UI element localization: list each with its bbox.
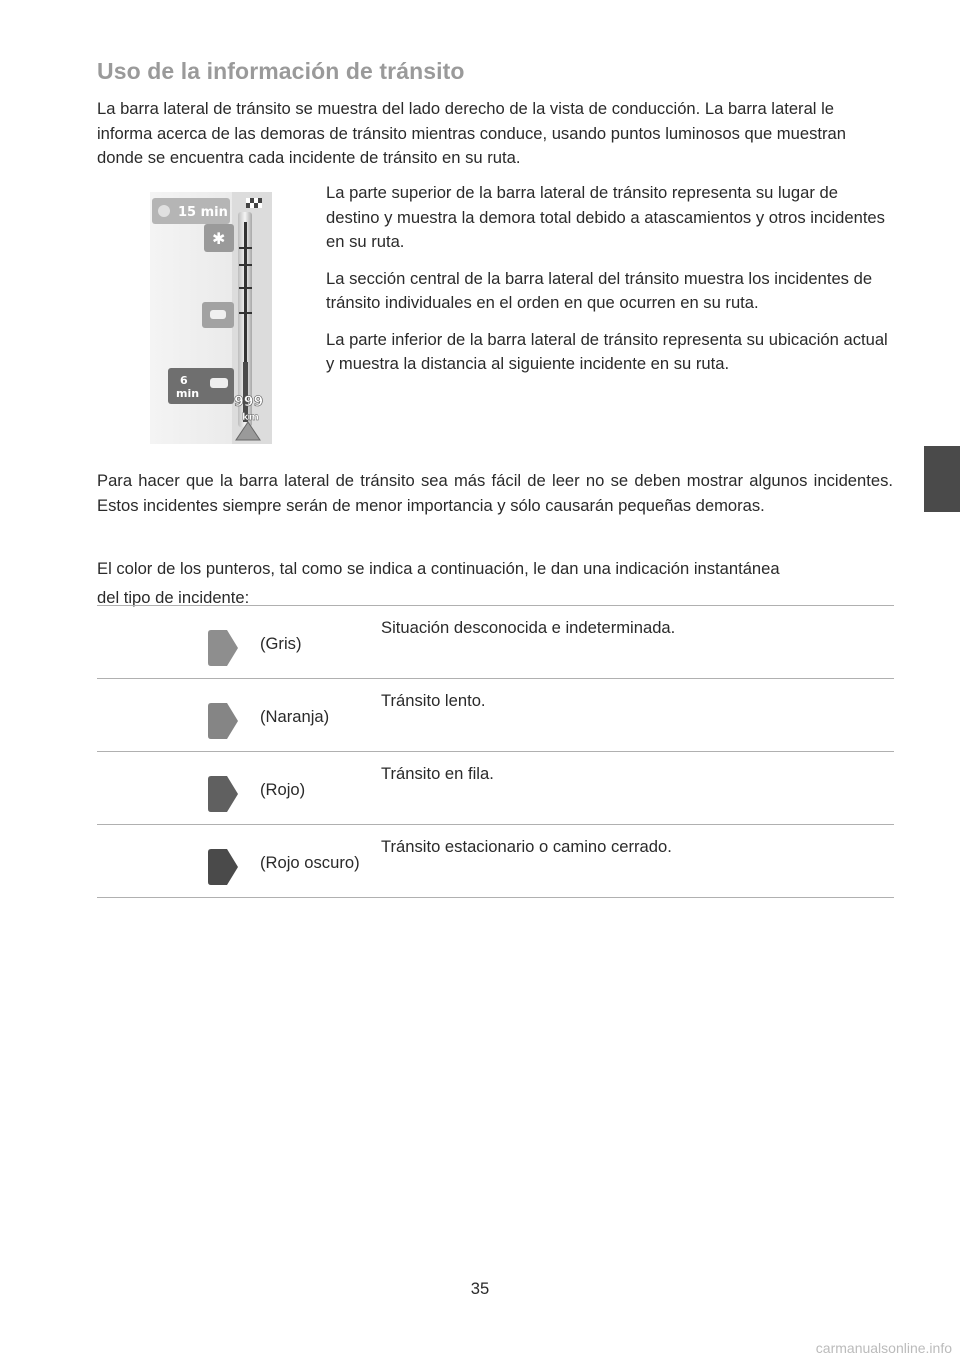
top-delay-label: 15 min <box>178 205 228 220</box>
page-title: Uso de la información de tránsito <box>97 58 465 84</box>
legend-row <box>97 678 894 751</box>
distance-value: 999 <box>234 394 264 410</box>
legend-color-label: (Gris) <box>260 634 302 653</box>
orange-pointer-icon <box>207 701 241 741</box>
page-number: 35 <box>470 1279 490 1298</box>
gray-pointer-icon <box>207 628 241 668</box>
watermark: carmanualsonline.info <box>815 1340 952 1356</box>
sidebar-description <box>326 181 894 389</box>
bottom-delay-value: 6 <box>180 374 188 387</box>
bottom-delay-unit: min <box>176 387 200 400</box>
hidden-incidents-paragraph: Para hacer que la barra lateral de tránsito sea más fácil de leer no se deben mostrar algunos incidentes. Estos incidentes siempre serán de menor importancia y sólo causarán pequeñas demoras. <box>97 471 893 515</box>
legend-color-label: (Rojo oscuro) <box>260 853 360 872</box>
svg-text:✱: ✱ <box>212 229 226 248</box>
dark-red-pointer-icon <box>207 847 241 887</box>
pointer-color-legend <box>97 605 894 898</box>
legend-color-label: (Rojo) <box>260 780 306 799</box>
legend-description: Tránsito en fila. <box>381 764 494 783</box>
legend-color-label: (Naranja) <box>260 707 330 726</box>
section-tab <box>924 446 960 512</box>
red-pointer-icon <box>207 774 241 814</box>
traffic-sidebar-figure <box>150 192 272 444</box>
legend-description: Tránsito estacionario o camino cerrado. <box>381 837 672 856</box>
pointer-colors-line-1: El color de los punteros, tal como se indica a continuación, le dan una indicación instantánea <box>97 559 780 578</box>
legend-row <box>97 751 894 824</box>
legend-row <box>97 824 894 898</box>
sidebar-top-description: La parte superior de la barra lateral de tránsito representa su lugar de destino y muestra la demora total debido a atascamientos y otros incidentes en su ruta. <box>326 183 885 251</box>
sidebar-middle-description: La sección central de la barra lateral del tránsito muestra los incidentes de tránsito individuales en el orden en que ocurren en su ruta. <box>326 268 873 312</box>
distance-unit: km <box>242 412 260 423</box>
pointer-colors-line-2: del tipo de incidente: <box>97 588 250 607</box>
intro-paragraph: La barra lateral de tránsito se muestra del lado derecho de la vista de conducción. La barra lateral le informa acerca de las demoras de tránsito mientras conduce, usando puntos luminosos que muestran donde se encuentra cada incidente de tránsito en su ruta. <box>97 99 846 167</box>
sidebar-bottom-description: La parte inferior de la barra lateral de tránsito representa su ubicación actual y muestra la distancia al siguiente incidente en su ruta. <box>326 329 888 373</box>
legend-row <box>97 605 894 678</box>
legend-description: Situación desconocida e indeterminada. <box>381 618 676 637</box>
legend-description: Tránsito lento. <box>381 691 486 710</box>
traffic-sidebar-illustration <box>150 192 272 444</box>
